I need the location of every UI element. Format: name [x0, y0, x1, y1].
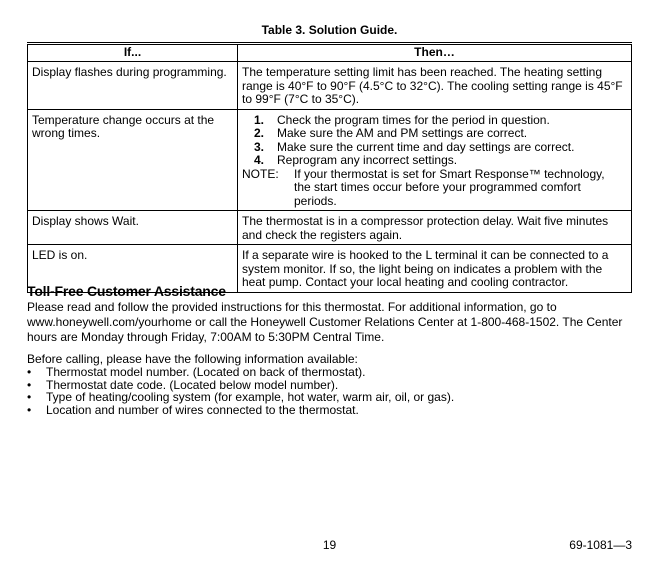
section-heading: Toll-Free Customer Assistance — [27, 283, 226, 299]
before-calling-paragraph: Before calling, please have the following information available: — [27, 352, 358, 366]
list-item — [254, 114, 627, 128]
if-column-header: If... — [28, 44, 238, 62]
list-item — [254, 154, 627, 168]
bullet: • — [27, 403, 32, 418]
step-text: Check the program times for the period in question. — [277, 112, 550, 127]
table-row — [28, 62, 632, 110]
step-number: 4. — [254, 153, 265, 167]
list-item — [254, 141, 627, 155]
step-number: 3. — [254, 139, 265, 154]
then-cell: The thermostat is in a compressor protection delay. Wait five minutes and check the registers again. — [238, 211, 632, 245]
bullet: • — [27, 377, 32, 392]
if-cell: LED is on. — [28, 245, 238, 293]
page-title: Table 3. Solution Guide. — [261, 23, 398, 37]
step-number: 2. — [254, 126, 265, 140]
list-item-text: Type of heating/cooling system (for example, hot water, warm air, oil, or gas). — [46, 390, 455, 405]
step-number: 1. — [254, 112, 265, 127]
table-row — [28, 109, 632, 211]
list-item-text: Location and number of wires connected to the thermostat. — [46, 403, 359, 418]
then-cell — [238, 109, 632, 211]
then-column-header: Then… — [238, 44, 632, 62]
then-cell: If a separate wire is hooked to the L terminal it can be connected to a system monitor. If so, the light being on indicates a problem with the heat pump. Contact your local heating and cooling contractor. — [238, 245, 632, 293]
list-item — [27, 404, 454, 417]
then-cell: The temperature setting limit has been reached. The heating setting range is 40°F to 90°F (4.5°C to 32°C). The cooling setting range is 45°F to 99°F (7°C to 35°C). — [238, 62, 632, 110]
document-number: 69-1081—3 — [569, 538, 632, 552]
list-item-text: Thermostat date code. (Located below model number). — [46, 377, 339, 392]
info-list — [27, 366, 454, 417]
assistance-paragraph: Please read and follow the provided instructions for this thermostat. For additional information, go to www.honeywell.com/yourhome or call the Honeywell Customer Relations Center at 1-800-468-1502. The Center hours are Monday through Friday, 7:00AM to 5:30PM Central Time. — [27, 300, 623, 344]
list-item — [254, 127, 627, 141]
list-item-text: Thermostat model number. (Located on back of thermostat). — [46, 365, 366, 379]
if-cell: Display flashes during programming. — [28, 62, 238, 110]
step-text: Reprogram any incorrect settings. — [277, 153, 458, 167]
steps-list — [242, 114, 627, 168]
table-header-row — [28, 44, 632, 62]
if-cell: Display shows Wait. — [28, 211, 238, 245]
table-row — [28, 211, 632, 245]
bullet: • — [27, 365, 32, 379]
note — [242, 168, 627, 209]
list-item — [27, 366, 454, 379]
note-text: If your thermostat is set for Smart Response™ technology, the start times occur before your programmed comfort periods. — [294, 166, 605, 208]
step-text: Make sure the AM and PM settings are correct. — [277, 126, 528, 140]
bullet: • — [27, 390, 32, 405]
step-text: Make sure the current time and day settings are correct. — [277, 139, 575, 154]
page-number: 19 — [322, 538, 337, 552]
if-cell: Temperature change occurs at the wrong times. — [28, 109, 238, 211]
note-label: NOTE: — [242, 166, 279, 181]
solution-guide-table — [27, 42, 632, 293]
